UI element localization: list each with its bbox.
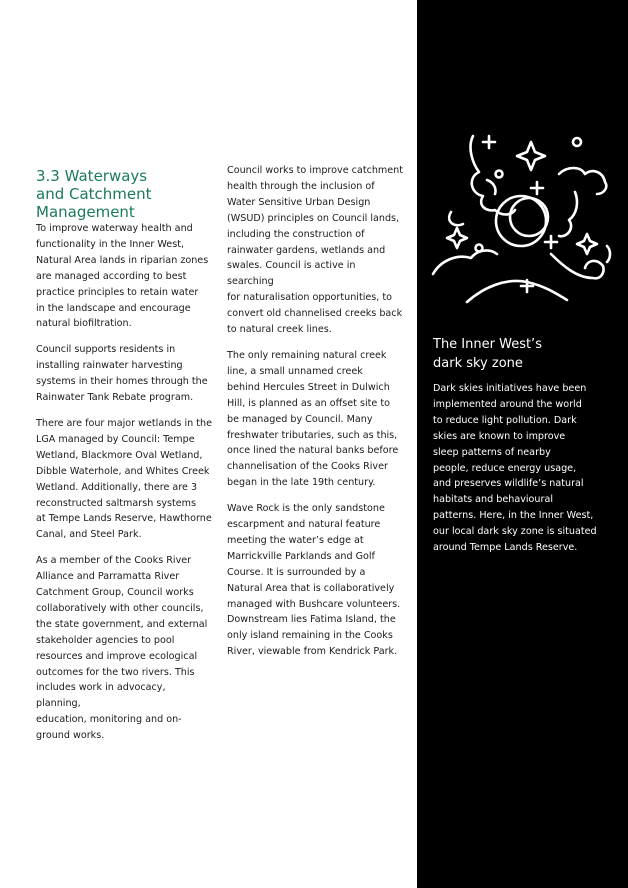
body-column-left <box>36 221 212 754</box>
text-line: Natural Area that is collaboratively <box>227 582 395 594</box>
text-line: (WSUD) principles on Council lands, <box>227 212 400 224</box>
text-line: LGA managed by Council: Tempe <box>36 433 195 445</box>
text-line: swales. Council is active in searching <box>227 260 356 288</box>
night-sky-moon-stars-clouds-icon <box>427 128 617 308</box>
text-line: health through the inclusion of <box>227 180 375 192</box>
text-line: for naturalisation opportunities, to <box>227 292 393 304</box>
section-heading-line: Management <box>36 203 135 221</box>
text-line: skies are known to improve <box>433 430 566 442</box>
text-line: functionality in the Inner West, <box>36 238 185 250</box>
paragraph <box>36 553 212 744</box>
body-column-middle <box>227 163 405 670</box>
text-line: education, monitoring and on- <box>36 714 182 726</box>
text-line: includes work in advocacy, planning, <box>36 682 166 710</box>
text-line: Council supports residents in <box>36 344 176 356</box>
text-line: our local dark sky zone is situated <box>433 526 597 538</box>
text-line: stakeholder agencies to pool <box>36 634 175 646</box>
text-line: freshwater tributaries, such as this, <box>227 429 398 441</box>
text-line: habitats and behavioural <box>433 494 553 506</box>
paragraph <box>36 221 212 332</box>
text-line: To improve waterway health and <box>36 223 193 234</box>
paragraph <box>227 348 405 491</box>
text-line: people, reduce energy usage, <box>433 462 577 474</box>
text-line: River, viewable from Kendrick Park. <box>227 646 398 658</box>
text-line: the state government, and external <box>36 618 208 630</box>
sidebar-title-line: dark sky zone <box>433 356 523 371</box>
text-line: are managed according to best <box>36 270 187 282</box>
text-line: around Tempe Lands Reserve. <box>433 542 578 554</box>
text-line: There are four major wetlands in the <box>36 417 212 429</box>
text-line: Rainwater Tank Rebate program. <box>36 392 194 404</box>
text-line: Wetland. Additionally, there are 3 <box>36 481 198 493</box>
text-line: Natural Area lands in riparian zones <box>36 254 209 266</box>
text-line: Dibble Waterhole, and Whites Creek <box>36 465 210 477</box>
text-line: collaboratively with other councils, <box>36 602 204 614</box>
text-line: be managed by Council. Many <box>227 413 373 425</box>
text-line: meeting the water’s edge at <box>227 534 364 546</box>
section-heading <box>36 167 216 221</box>
text-line: managed with Bushcare volunteers. <box>227 598 401 610</box>
text-line: Council works to improve catchment <box>227 165 404 176</box>
text-line: reconstructed saltmarsh systems <box>36 497 197 509</box>
sidebar-paragraph <box>433 381 613 556</box>
text-line: ground works. <box>36 730 105 742</box>
text-line: resources and improve ecological <box>36 650 198 662</box>
text-line: Hill, is planned as an offset site to <box>227 397 390 409</box>
text-line: sleep patterns of nearby <box>433 446 551 458</box>
section-heading-line: and Catchment <box>36 185 152 203</box>
paragraph <box>227 163 405 338</box>
text-line: escarpment and natural feature <box>227 519 381 531</box>
text-line: Alliance and Parramatta River <box>36 571 180 583</box>
text-line: systems in their homes through the <box>36 376 208 388</box>
text-line: began in the late 19th century. <box>227 477 376 489</box>
sidebar-title-line: The Inner West’s <box>433 337 542 352</box>
paragraph <box>36 342 212 406</box>
sidebar-title <box>433 335 613 373</box>
text-line: outcomes for the two rivers. This <box>36 666 195 678</box>
text-line: at Tempe Lands Reserve, Hawthorne <box>36 513 212 525</box>
text-line: Course. It is surrounded by a <box>227 566 366 578</box>
text-line: only island remaining in the Cooks <box>227 630 393 642</box>
paragraph <box>227 501 405 660</box>
text-line: channelisation of the Cooks River <box>227 461 388 473</box>
text-line: The only remaining natural creek <box>227 349 387 361</box>
text-line: Water Sensitive Urban Design <box>227 196 371 208</box>
text-line: Canal, and Steel Park. <box>36 529 142 541</box>
text-line: in the landscape and encourage <box>36 302 191 314</box>
text-line: Downstream lies Fatima Island, the <box>227 614 396 626</box>
text-line: line, a small unnamed creek <box>227 365 363 377</box>
text-line: including the construction of <box>227 228 365 240</box>
text-line: Catchment Group, Council works <box>36 587 194 599</box>
text-line: convert old channelised creeks back <box>227 308 403 320</box>
text-line: practice principles to retain water <box>36 286 199 298</box>
text-line: once lined the natural banks before <box>227 445 399 457</box>
text-line: implemented around the world <box>433 398 582 410</box>
text-line: to reduce light pollution. Dark <box>433 414 577 426</box>
text-line: behind Hercules Street in Dulwich <box>227 381 390 393</box>
text-line: patterns. Here, in the Inner West, <box>433 510 594 522</box>
text-line: and preserves wildlife’s natural <box>433 478 584 490</box>
text-line: natural biofiltration. <box>36 318 132 330</box>
text-line: As a member of the Cooks River <box>36 555 192 567</box>
text-line: Dark skies initiatives have been <box>433 383 587 394</box>
text-line: rainwater gardens, wetlands and <box>227 244 386 256</box>
text-line: installing rainwater harvesting <box>36 360 183 372</box>
text-line: Marrickville Parklands and Golf <box>227 550 375 562</box>
paragraph <box>36 416 212 543</box>
dark-sky-sidebar <box>417 0 628 888</box>
text-line: to natural creek lines. <box>227 324 332 336</box>
section-heading-line: 3.3 Waterways <box>36 167 148 185</box>
text-line: Wetland, Blackmore Oval Wetland, <box>36 449 203 461</box>
text-line: Wave Rock is the only sandstone <box>227 503 385 515</box>
